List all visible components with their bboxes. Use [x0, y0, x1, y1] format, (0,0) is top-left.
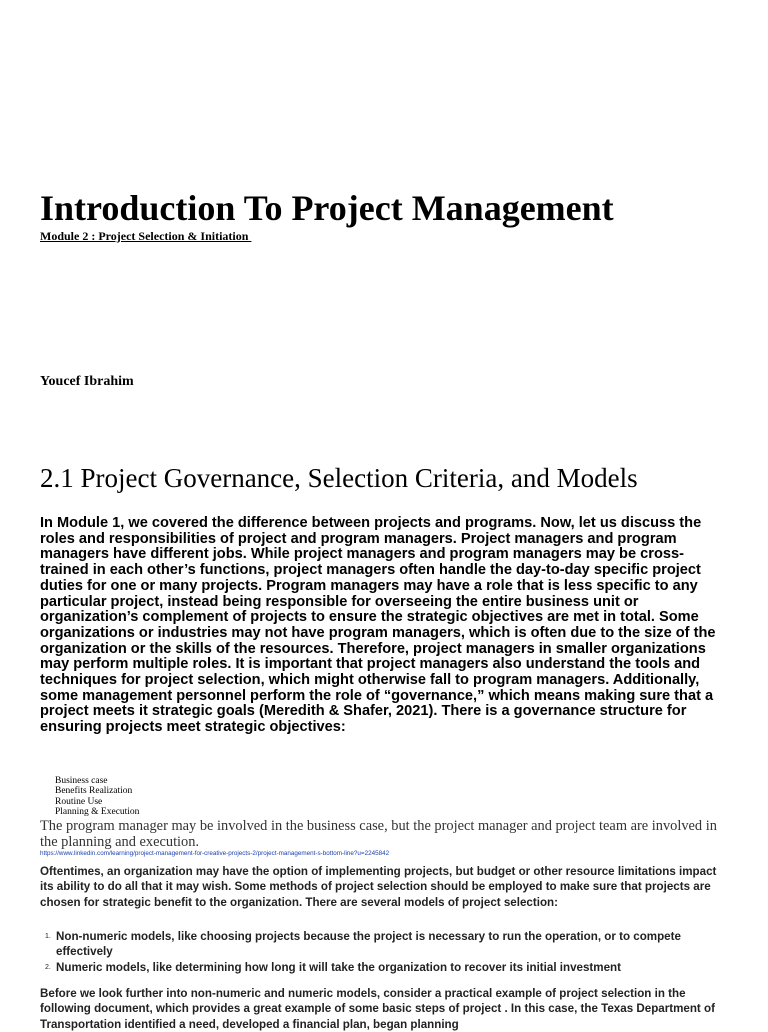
example-paragraph: Before we look further into non-numeric and numeric models, consider a practical example of project selection in the following document, which provides a great example of some basic steps of project . In this case, the Texas Department of Transportation identified a need, developed a financial plan, began planning: [40, 987, 715, 1031]
intro-paragraph: In Module 1, we covered the difference between projects and programs. Now, let us discuss the roles and responsibilities of project and program managers. Project managers and program managers have different jobs. While project managers and program managers may be cross-trained in each other’s functions, project managers often handle the day-to-day specific project duties for one or many projects. Program managers may have a role that is less specific to any particular project, instead being responsible for overseeing the entire business unit or organization’s complement of projects to ensure the strategic objectives are met in total. Some organizations or industries may not have program managers, which is often due to the size of the organization or the skills of the resources. Therefore, project managers in smaller organizations may perform multiple roles. It is important that project managers also understand the tools and techniques for project selection, which might otherwise fall to program managers. Additionally, some management personnel perform the role of “governance,” which means making sure that a project meets it strategic goals (Meredith & Shafer, 2021). There is a governance structure for ensuring projects meet strategic objectives:: [40, 515, 716, 736]
program-manager-note: The program manager may be involved in the business case, but the project manager and project team are involved in the planning and execution.: [40, 818, 717, 850]
governance-item: Benefits Realization: [55, 786, 133, 797]
list-number: 1.: [45, 933, 51, 940]
author-name: Youcef Ibrahim: [40, 374, 134, 389]
list-number: 2.: [45, 963, 51, 971]
governance-item: Business case: [55, 776, 108, 786]
governance-list: [55, 776, 139, 818]
governance-item: Planning & Execution: [55, 807, 140, 818]
section-heading: 2.1 Project Governance, Selection Criteria, and Models: [40, 463, 638, 493]
models-list: [40, 929, 730, 975]
list-item-text: Numeric models, like determining how long it will take the organization to recover its initial investment: [56, 960, 621, 974]
list-item: [40, 929, 730, 960]
list-item: [40, 960, 730, 975]
document-title: Introduction To Project Management: [40, 188, 614, 228]
module-subtitle: Module 2 : Project Selection & Initiation: [40, 229, 252, 243]
selection-paragraph: Oftentimes, an organization may have the option of implementing projects, but budget or other resource limitations impact its ability to do all that it may wish. Some methods of project selection should be employed to make sure that projects are chosen for strategic benefit to the organization. There are several models of project selection:: [40, 865, 717, 909]
list-item-text: Non-numeric models, like choosing projects because the project is necessary to run the operation, or to compete effectively: [56, 930, 681, 959]
source-link[interactable]: https://www.linkedin.com/learning/project-management-for-creative-projects-2/project-management-s-bottom-line?u=2245842: [40, 850, 390, 857]
governance-item: Routine Use: [55, 796, 103, 807]
